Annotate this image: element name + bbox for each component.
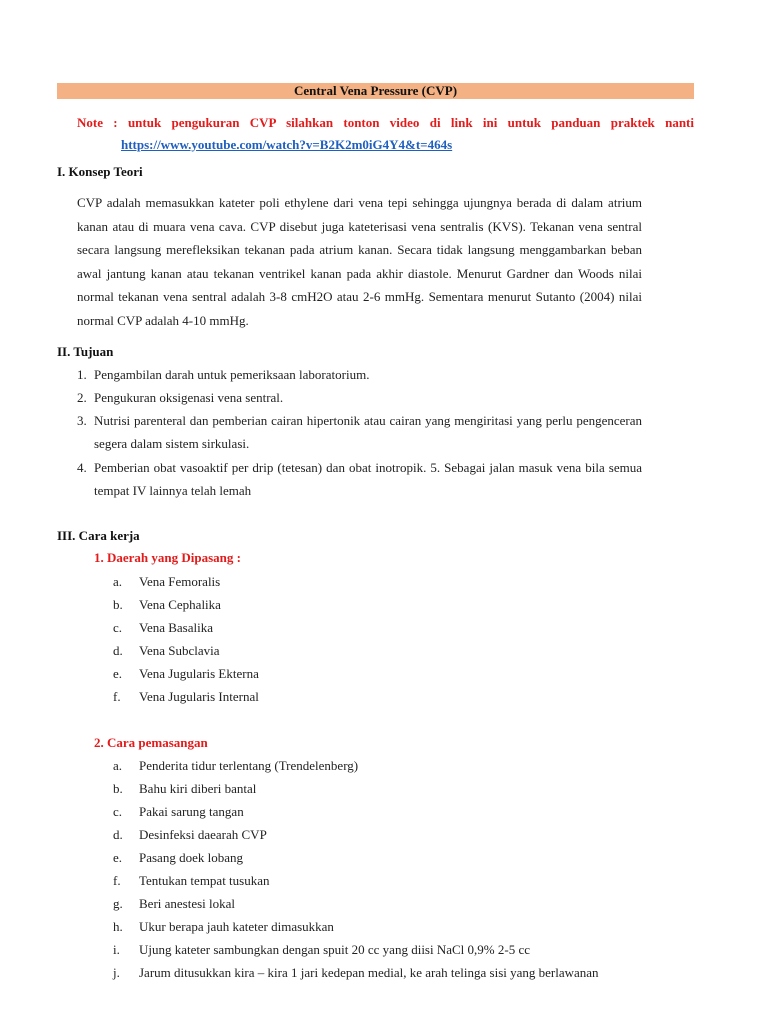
- list-item-letter: i.: [113, 942, 120, 957]
- list-item: Pasang doek lobang: [139, 850, 243, 865]
- note-text: Note : untuk pengukuran CVP silahkan tonton video di link ini untuk panduan praktek nanti: [77, 115, 694, 130]
- list-item-letter: b.: [113, 597, 123, 612]
- list-item-letter: c.: [113, 804, 123, 819]
- list-item-letter: j.: [113, 965, 120, 980]
- list-item: Vena Jugularis Ekterna: [139, 666, 259, 681]
- list-item-letter: d.: [113, 643, 123, 658]
- list-item-letter: a.: [113, 574, 123, 589]
- cara-pemasangan-heading: 2. Cara pemasangan: [94, 735, 208, 750]
- tujuan-item-number: 1.: [77, 367, 87, 382]
- list-item: Bahu kiri diberi bantal: [139, 781, 257, 796]
- list-item: Beri anestesi lokal: [139, 896, 236, 911]
- section-cara-kerja-heading: III. Cara kerja: [57, 528, 140, 543]
- list-item: Vena Femoralis: [139, 574, 221, 589]
- konsep-teori-paragraph: CVP adalah memasukkan kateter poli ethylene dari vena tepi sehingga ujungnya berada di dalam atrium kanan atau di muara vena cava. CVP disebut juga kateterisasi vena sentralis (KVS). Tekanan vena sentral secara langsung merefleksikan tekanan pada atrium kanan. Secara tidak langsung menggambarkan beban awal jantung kanan atau tekanan ventrikel kanan pada akhir diastole. Menurut Gardner dan Woods nilai normal tekanan vena sentral adalah 3-8 cmH2O atau 2-6 mmHg. Sementara menurut Sutanto (2004) nilai normal CVP adalah 4-10 mmHg.: [77, 195, 642, 328]
- document-title: Central Vena Pressure (CVP): [57, 83, 694, 99]
- list-item: Vena Basalika: [139, 620, 214, 635]
- list-item: Vena Subclavia: [139, 643, 220, 658]
- list-item-letter: e.: [113, 666, 123, 681]
- list-item: Ujung kateter sambungkan dengan spuit 20 cc yang diisi NaCl 0,9% 2-5 cc: [139, 942, 530, 957]
- list-item: Vena Cephalika: [139, 597, 221, 612]
- list-item-letter: g.: [113, 896, 123, 911]
- list-item-letter: f.: [113, 873, 121, 888]
- list-item: Vena Jugularis Internal: [139, 689, 259, 704]
- list-item: Jarum ditusukkan kira – kira 1 jari kedepan medial, ke arah telinga sisi yang berlawanan: [139, 965, 599, 980]
- list-item-letter: f.: [113, 689, 121, 704]
- section-tujuan-heading: II. Tujuan: [57, 344, 114, 359]
- tujuan-item-text: Pemberian obat vasoaktif per drip (tetesan) dan obat inotropik. 5. Sebagai jalan masuk vena bila semua tempat IV lainnya telah lemah: [94, 460, 642, 498]
- list-item: Pakai sarung tangan: [139, 804, 244, 819]
- tujuan-item-text: Pengukuran oksigenasi vena sentral.: [94, 390, 284, 405]
- list-item-letter: a.: [113, 758, 123, 773]
- tujuan-item-text: Pengambilan darah untuk pemeriksaan laboratorium.: [94, 367, 370, 382]
- list-item-letter: c.: [113, 620, 123, 635]
- daerah-dipasang-heading: 1. Daerah yang Dipasang :: [94, 550, 241, 565]
- tujuan-item-text: Nutrisi parenteral dan pemberian cairan hipertonik atau cairan yang mengiritasi yang perlu pengenceran segera dalam sistem sirkulasi.: [94, 413, 642, 451]
- youtube-link[interactable]: https://www.youtube.com/watch?v=B2K2m0iG4Y4&t=464s: [121, 137, 453, 152]
- list-item: Penderita tidur terlentang (Trendelenberg): [139, 758, 359, 773]
- list-item-letter: d.: [113, 827, 123, 842]
- list-item-letter: h.: [113, 919, 123, 934]
- tujuan-item-number: 2.: [77, 390, 87, 405]
- section-konsep-teori-heading: I. Konsep Teori: [57, 164, 143, 179]
- tujuan-item-number: 3.: [77, 413, 87, 428]
- tujuan-item-number: 4.: [77, 460, 87, 475]
- list-item: Tentukan tempat tusukan: [139, 873, 270, 888]
- list-item-letter: e.: [113, 850, 123, 865]
- list-item: Desinfeksi daearah CVP: [139, 827, 267, 842]
- list-item-letter: b.: [113, 781, 123, 796]
- list-item: Ukur berapa jauh kateter dimasukkan: [139, 919, 334, 934]
